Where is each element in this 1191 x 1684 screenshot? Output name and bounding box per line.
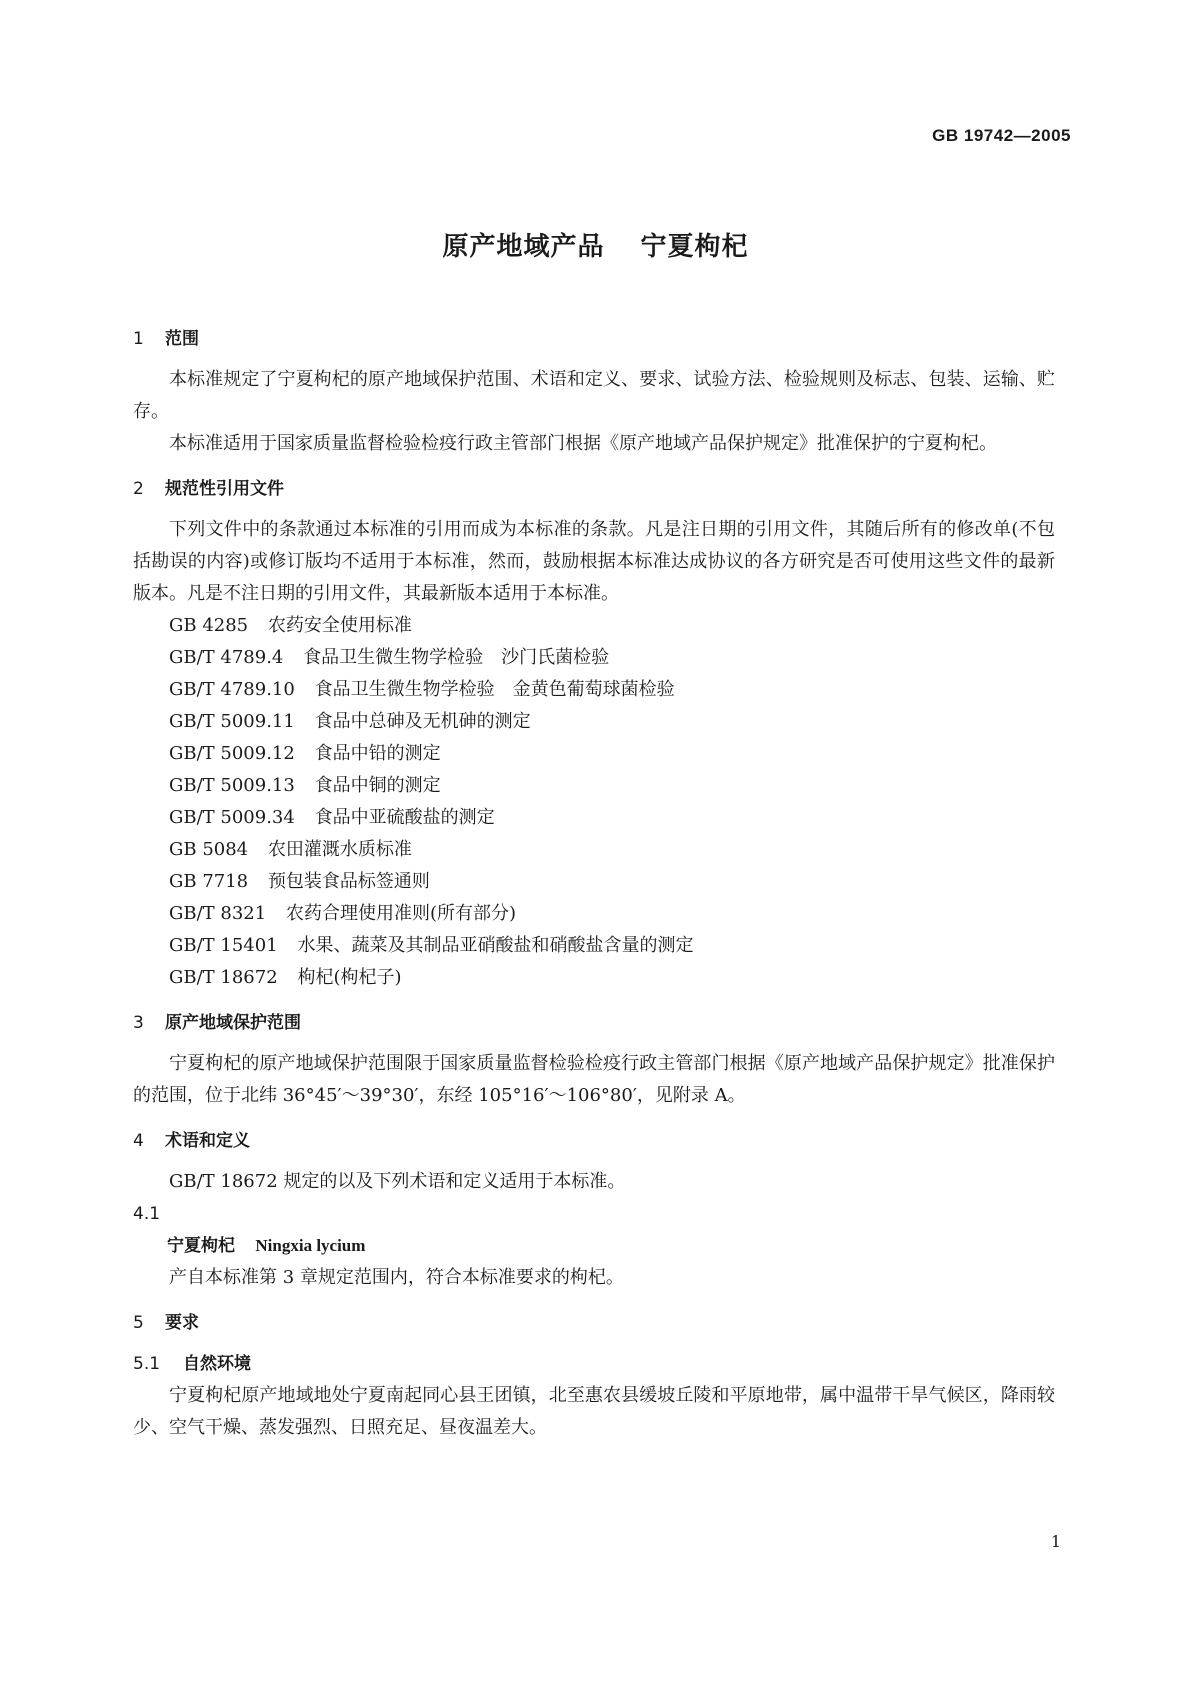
page-number: 1 xyxy=(1050,1532,1061,1551)
section-3-paragraph-1: 宁夏枸杞的原产地域保护范围限于国家质量监督检验检疫行政主管部门根据《原产地域产品保护规定》批准保护的范围，位于北纬 36°45′～39°30′，东经 105°16′～106°80′，见附录 A。 xyxy=(133,1053,1055,1106)
subsection-5-1-heading xyxy=(133,1348,1055,1380)
reference-item xyxy=(133,674,1055,706)
reference-name: 农药安全使用标准 xyxy=(267,615,412,636)
reference-item xyxy=(133,898,1055,930)
reference-code: GB/T 4789.10 xyxy=(169,679,295,700)
section-1-paragraph-1: 本标准规定了宁夏枸杞的原产地域保护范围、术语和定义、要求、试验方法、检验规则及标志、包装、运输、贮存。 xyxy=(133,369,1055,422)
reference-code: GB/T 15401 xyxy=(169,935,278,956)
section-number: 5 xyxy=(133,1313,144,1333)
reference-name: 预包装食品标签通则 xyxy=(267,871,430,892)
section-title: 范围 xyxy=(165,329,199,349)
reference-item xyxy=(133,706,1055,738)
reference-code: GB 7718 xyxy=(169,871,249,892)
section-number: 3 xyxy=(133,1013,144,1033)
section-1-paragraph-2: 本标准适用于国家质量监督检验检疫行政主管部门根据《原产地域产品保护规定》批准保护的宁夏枸杞。 xyxy=(169,433,997,454)
term-english: Ningxia lycium xyxy=(255,1236,366,1255)
reference-name: 食品中铜的测定 xyxy=(314,775,441,796)
reference-code: GB/T 5009.11 xyxy=(169,711,295,732)
reference-item xyxy=(133,610,1055,642)
title-part-1: 原产地域产品 xyxy=(442,232,605,262)
reference-name: 食品卫生微生物学检验 沙门氏菌检验 xyxy=(303,647,610,668)
document-title xyxy=(0,226,1191,263)
section-2-heading xyxy=(133,472,1055,506)
term-entry xyxy=(133,1230,1055,1262)
reference-code: GB 5084 xyxy=(169,839,249,860)
section-4-heading xyxy=(133,1124,1055,1158)
reference-item xyxy=(133,930,1055,962)
reference-item xyxy=(133,962,1055,994)
reference-item xyxy=(133,642,1055,674)
subsection-title: 自然环境 xyxy=(183,1354,251,1374)
section-title: 原产地域保护范围 xyxy=(165,1013,301,1033)
standard-number: GB 19742—2005 xyxy=(932,126,1071,145)
reference-name: 食品中铅的测定 xyxy=(314,743,441,764)
section-title: 规范性引用文件 xyxy=(165,479,284,499)
reference-item xyxy=(133,770,1055,802)
section-title: 术语和定义 xyxy=(165,1131,250,1151)
reference-name: 农田灌溉水质标准 xyxy=(267,839,412,860)
reference-name: 食品中亚硫酸盐的测定 xyxy=(314,807,495,828)
title-part-2: 宁夏枸杞 xyxy=(640,232,749,262)
reference-code: GB/T 4789.4 xyxy=(169,647,284,668)
reference-name: 食品卫生微生物学检验 金黄色葡萄球菌检验 xyxy=(314,679,675,700)
reference-list xyxy=(133,610,1055,994)
subsection-number: 4.1 xyxy=(133,1204,161,1224)
reference-item xyxy=(133,738,1055,770)
section-title: 要求 xyxy=(165,1313,199,1333)
reference-name: 枸杞(枸杞子) xyxy=(297,967,402,988)
section-5-1-paragraph-1: 宁夏枸杞原产地域地处宁夏南起同心县王团镇，北至惠农县缓坡丘陵和平原地带，属中温带干旱气候区，降雨较少、空气干燥、蒸发强烈、日照充足、昼夜温差大。 xyxy=(133,1385,1055,1438)
section-1-heading xyxy=(133,322,1055,356)
reference-code: GB/T 8321 xyxy=(169,903,267,924)
section-3-heading xyxy=(133,1006,1055,1040)
section-number: 2 xyxy=(133,479,144,499)
reference-item xyxy=(133,866,1055,898)
reference-code: GB/T 5009.13 xyxy=(169,775,295,796)
subsection-number: 5.1 xyxy=(133,1354,161,1374)
subsection-4-1-number xyxy=(133,1198,1055,1230)
section-2-paragraph-1: 下列文件中的条款通过本标准的引用而成为本标准的条款。凡是注日期的引用文件，其随后所有的修改单(不包括勘误的内容)或修订版均不适用于本标准，然而，鼓励根据本标准达成协议的各方研究是否可使用这些文件的最新版本。凡是不注日期的引用文件，其最新版本适用于本标准。 xyxy=(133,519,1055,604)
reference-name: 农药合理使用准则(所有部分) xyxy=(286,903,517,924)
reference-name: 食品中总砷及无机砷的测定 xyxy=(314,711,531,732)
section-4-paragraph-1: GB/T 18672 规定的以及下列术语和定义适用于本标准。 xyxy=(169,1171,626,1192)
reference-code: GB 4285 xyxy=(169,615,249,636)
section-5-heading xyxy=(133,1306,1055,1340)
term-chinese: 宁夏枸杞 xyxy=(167,1236,235,1256)
reference-code: GB/T 5009.34 xyxy=(169,807,295,828)
reference-code: GB/T 5009.12 xyxy=(169,743,295,764)
term-definition: 产自本标准第 3 章规定范围内，符合本标准要求的枸杞。 xyxy=(169,1267,624,1288)
section-number: 4 xyxy=(133,1131,144,1151)
section-number: 1 xyxy=(133,329,144,349)
reference-item xyxy=(133,802,1055,834)
document-body xyxy=(133,322,1055,1444)
reference-item xyxy=(133,834,1055,866)
reference-name: 水果、蔬菜及其制品亚硝酸盐和硝酸盐含量的测定 xyxy=(297,935,694,956)
reference-code: GB/T 18672 xyxy=(169,967,278,988)
